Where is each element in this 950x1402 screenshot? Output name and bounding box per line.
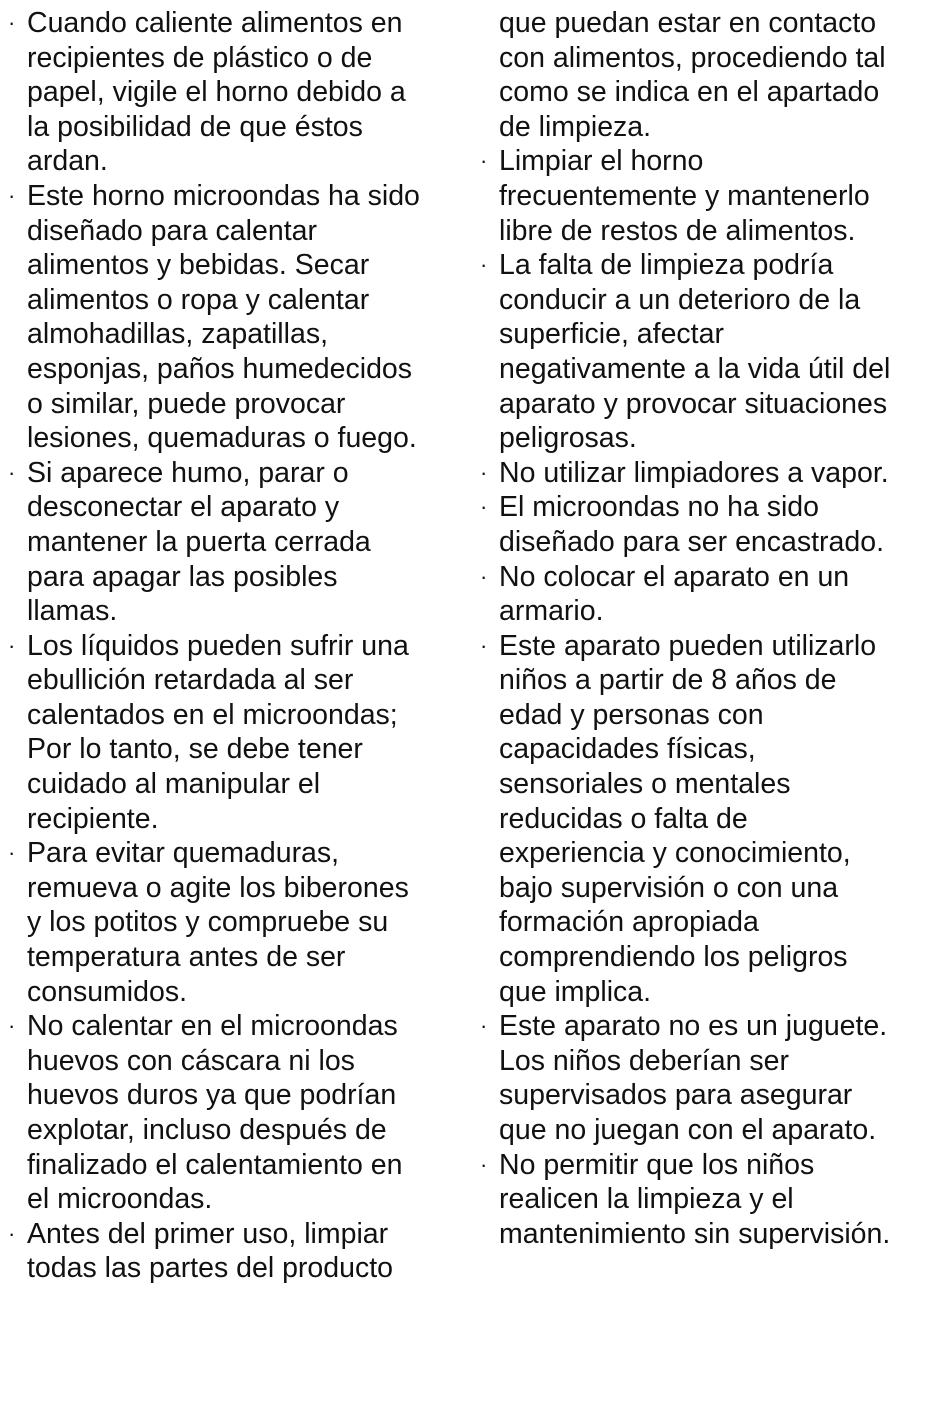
text-line	[480, 732, 920, 767]
text-line	[8, 41, 448, 76]
text-line	[480, 283, 920, 318]
line-text: aparato y provocar situaciones	[499, 387, 888, 420]
line-text: recipientes de plástico o de	[27, 41, 373, 74]
text-line	[8, 732, 448, 767]
list-item	[480, 248, 920, 456]
text-line	[480, 560, 920, 595]
text-line	[8, 698, 448, 733]
text-line	[480, 663, 920, 698]
text-line	[8, 836, 448, 871]
line-text: Este horno microondas ha sido	[27, 179, 420, 212]
line-text: el microondas.	[27, 1183, 213, 1216]
text-line	[480, 802, 920, 837]
line-text: diseñado para ser encastrado.	[499, 525, 885, 558]
list-item	[480, 560, 920, 629]
line-text: frecuentemente y mantenerlo	[499, 179, 870, 212]
text-line	[8, 248, 448, 283]
line-text: esponjas, paños humedecidos	[27, 352, 413, 385]
text-line	[8, 1182, 448, 1217]
line-text: cuidado al manipular el	[27, 768, 321, 801]
list-item	[480, 490, 920, 559]
line-text: Los niños deberían ser	[499, 1044, 789, 1077]
line-text: Limpiar el horno	[499, 145, 704, 178]
text-line	[8, 940, 448, 975]
text-line	[8, 525, 448, 560]
bullet-point: ·	[480, 148, 488, 174]
line-text: edad y personas con	[499, 698, 764, 731]
line-text: diseñado para calentar	[27, 214, 317, 247]
line-text: y los potitos y compruebe su	[27, 906, 389, 939]
text-line	[480, 594, 920, 629]
bullet-point: ·	[8, 1220, 16, 1246]
line-text: negativamente a la vida útil del	[499, 352, 891, 385]
text-line	[480, 110, 920, 145]
line-text: Cuando caliente alimentos en	[27, 7, 403, 39]
bullet-point: ·	[480, 563, 488, 589]
line-text: niños a partir de 8 años de	[499, 664, 837, 697]
text-line	[480, 1078, 920, 1113]
line-text: comprendiendo los peligros	[499, 941, 848, 974]
text-line	[8, 110, 448, 145]
text-line	[8, 1078, 448, 1113]
line-text: capacidades físicas,	[499, 733, 756, 766]
text-line	[480, 248, 920, 283]
line-text: No permitir que los niños	[499, 1148, 815, 1181]
line-text: temperatura antes de ser	[27, 941, 346, 974]
text-line	[480, 317, 920, 352]
text-line	[8, 6, 448, 41]
line-text: ebullición retardada al ser	[27, 664, 354, 697]
bullet-point: ·	[8, 840, 16, 866]
text-line	[480, 975, 920, 1010]
line-text: Este aparato pueden utilizarlo	[499, 629, 877, 662]
line-text: Si aparece humo, parar o	[27, 456, 349, 489]
list-item	[480, 456, 920, 491]
list-item	[480, 144, 920, 248]
list-item	[8, 629, 448, 837]
line-text: realicen la limpieza y el	[499, 1183, 794, 1216]
line-text: huevos con cáscara ni los	[27, 1044, 355, 1077]
text-line	[8, 1217, 448, 1252]
text-line	[8, 352, 448, 387]
line-text: consumidos.	[27, 975, 187, 1008]
line-text: desconectar el aparato y	[27, 491, 340, 524]
line-text: conducir a un deterioro de la	[499, 283, 861, 316]
text-line	[480, 905, 920, 940]
text-line	[480, 698, 920, 733]
bullet-point: ·	[8, 459, 16, 485]
bullet-point: ·	[480, 459, 488, 485]
list-item	[8, 179, 448, 456]
bullet-point: ·	[480, 494, 488, 520]
text-line	[480, 352, 920, 387]
bullet-point: ·	[8, 1013, 16, 1039]
line-text: mantener la puerta cerrada	[27, 525, 371, 558]
line-text: sensoriales o mentales	[499, 768, 791, 801]
text-line	[480, 1113, 920, 1148]
bullet-point: ·	[8, 632, 16, 658]
text-line	[8, 560, 448, 595]
continued-item	[480, 6, 920, 144]
text-line	[8, 802, 448, 837]
bullet-point: ·	[480, 632, 488, 658]
line-text: almohadillas, zapatillas,	[27, 318, 328, 351]
text-line	[480, 1148, 920, 1183]
line-text: Para evitar quemaduras,	[27, 837, 340, 870]
left-column	[8, 6, 448, 1286]
line-text: superficie, afectar	[499, 318, 724, 351]
text-line	[480, 456, 920, 491]
line-text: armario.	[499, 595, 604, 628]
text-line	[8, 1113, 448, 1148]
text-line	[8, 905, 448, 940]
list-item	[480, 1148, 920, 1252]
line-text: con alimentos, procediendo tal	[499, 41, 886, 74]
list-item	[8, 1217, 448, 1286]
line-text: formación apropiada	[499, 906, 759, 939]
bullet-point: ·	[8, 10, 16, 35]
text-line	[480, 1009, 920, 1044]
text-line	[480, 1217, 920, 1252]
text-line	[8, 629, 448, 664]
text-line	[480, 144, 920, 179]
line-text: alimentos o ropa y calentar	[27, 283, 370, 316]
bullet-point: ·	[480, 1013, 488, 1039]
line-text: papel, vigile el horno debido a	[27, 76, 406, 109]
text-line	[8, 1148, 448, 1183]
text-line	[8, 421, 448, 456]
line-text: que implica.	[499, 975, 652, 1008]
text-line	[480, 1182, 920, 1217]
line-text: ardan.	[27, 145, 108, 178]
text-line	[480, 629, 920, 664]
list-item	[8, 1009, 448, 1217]
line-text: El microondas no ha sido	[499, 491, 820, 524]
line-text: huevos duros ya que podrían	[27, 1079, 397, 1112]
line-text: recipiente.	[27, 802, 159, 835]
text-line	[480, 6, 920, 41]
bullet-point: ·	[480, 1151, 488, 1177]
line-text: No utilizar limpiadores a vapor.	[499, 456, 889, 489]
line-text: mantenimiento sin supervisión.	[499, 1217, 891, 1250]
text-line	[480, 1044, 920, 1079]
text-line	[8, 283, 448, 318]
line-text: como se indica en el apartado	[499, 76, 880, 109]
text-line	[480, 871, 920, 906]
line-text: alimentos y bebidas. Secar	[27, 249, 370, 282]
text-line	[8, 75, 448, 110]
text-line	[8, 1251, 448, 1286]
line-text: libre de restos de alimentos.	[499, 214, 856, 247]
line-text: No colocar el aparato en un	[499, 560, 850, 593]
text-line	[8, 490, 448, 525]
line-text: de limpieza.	[499, 110, 652, 143]
line-text: para apagar las posibles	[27, 560, 338, 593]
text-line	[8, 1009, 448, 1044]
text-line	[8, 179, 448, 214]
bullet-point: ·	[480, 252, 488, 278]
line-text: Los líquidos pueden sufrir una	[27, 629, 409, 662]
list-item	[480, 1009, 920, 1147]
line-text: experiencia y conocimiento,	[499, 837, 851, 870]
line-text: La falta de limpieza podría	[499, 249, 834, 282]
text-line	[480, 940, 920, 975]
list-item	[8, 836, 448, 1009]
right-column	[480, 6, 920, 1251]
line-text: remueva o agite los biberones	[27, 871, 409, 904]
line-text: peligrosas.	[499, 422, 637, 455]
text-line	[480, 490, 920, 525]
line-text: bajo supervisión o con una	[499, 871, 839, 904]
text-line	[8, 144, 448, 179]
line-text: la posibilidad de que éstos	[27, 110, 363, 143]
line-text: Este aparato no es un juguete.	[499, 1010, 888, 1043]
line-text: explotar, incluso después de	[27, 1114, 387, 1146]
text-line	[480, 421, 920, 456]
list-item	[8, 6, 448, 179]
text-line	[8, 975, 448, 1010]
line-text: lesiones, quemaduras o fuego.	[27, 422, 417, 455]
line-text: supervisados para asegurar	[499, 1079, 853, 1112]
text-line	[480, 75, 920, 110]
line-text: No calentar en el microondas	[27, 1010, 398, 1043]
text-line	[480, 836, 920, 871]
line-text: o similar, puede provocar	[27, 387, 346, 420]
line-text: que no juegan con el aparato.	[499, 1114, 877, 1146]
text-line	[8, 663, 448, 698]
list-item	[480, 629, 920, 1010]
text-line	[480, 41, 920, 76]
list-item	[8, 456, 448, 629]
text-line	[8, 387, 448, 422]
text-line	[8, 871, 448, 906]
text-line	[8, 594, 448, 629]
line-text: finalizado el calentamiento en	[27, 1148, 403, 1181]
text-line	[8, 1044, 448, 1079]
bullet-point: ·	[8, 182, 16, 208]
text-line	[8, 214, 448, 249]
line-text: todas las partes del producto	[27, 1252, 393, 1285]
line-text: calentados en el microondas;	[27, 698, 398, 731]
text-line	[8, 317, 448, 352]
line-text: Antes del primer uso, limpiar	[27, 1217, 389, 1250]
text-line	[480, 525, 920, 560]
text-line	[8, 767, 448, 802]
text-line	[480, 214, 920, 249]
line-text: reducidas o falta de	[499, 802, 748, 835]
line-text: Por lo tanto, se debe tener	[27, 733, 363, 766]
line-text: llamas.	[27, 595, 118, 628]
text-line	[480, 387, 920, 422]
line-text: que puedan estar en contacto	[499, 7, 877, 39]
text-line	[8, 456, 448, 491]
text-line	[480, 767, 920, 802]
text-line	[480, 179, 920, 214]
